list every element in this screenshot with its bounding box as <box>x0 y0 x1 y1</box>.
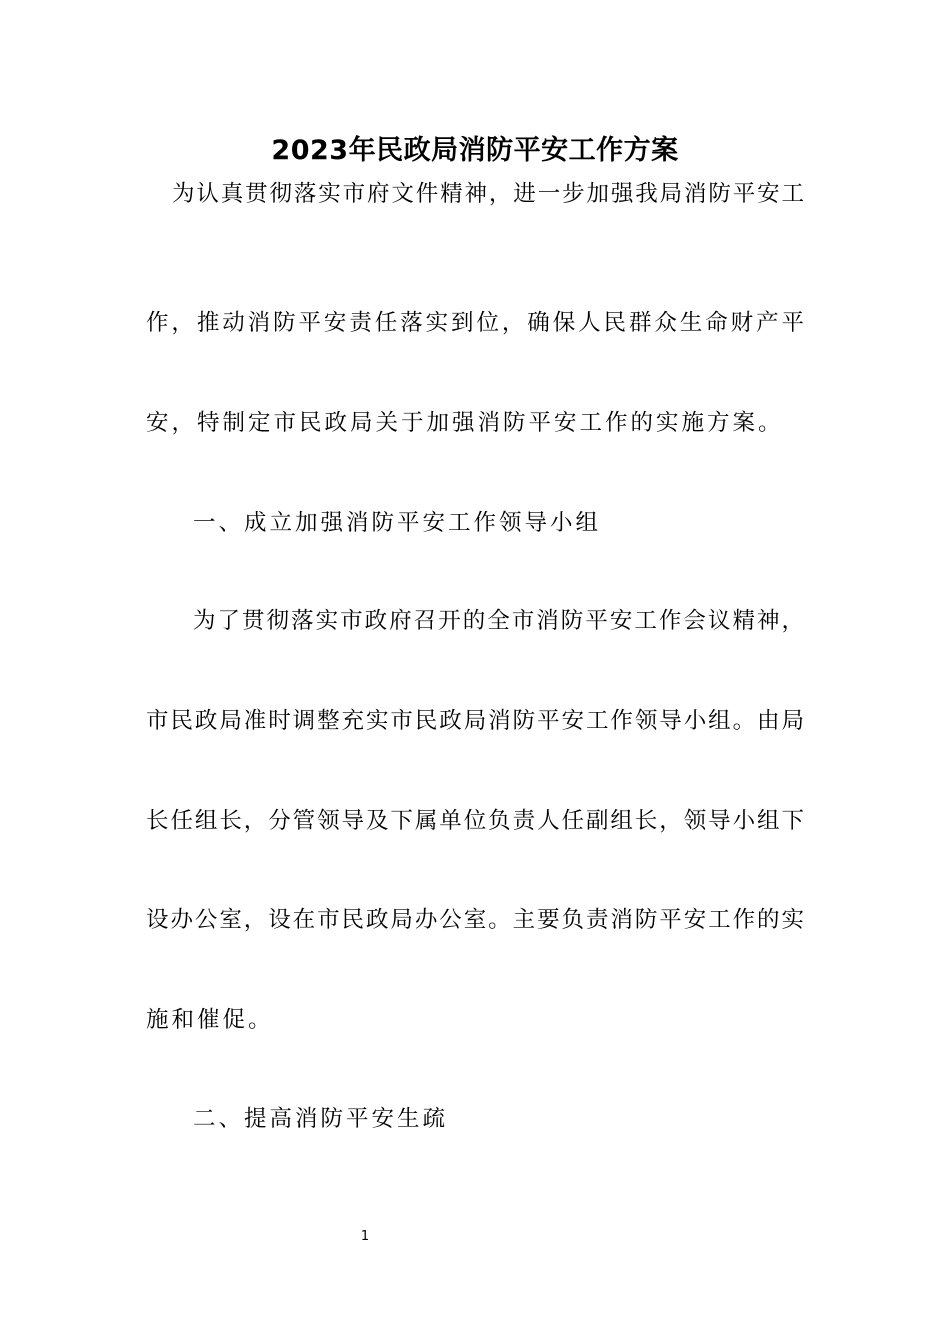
paragraph-line: 作，推动消防平安责任落实到位，确保人民群众生命财产平 <box>146 310 804 336</box>
paragraph-line: 市民政局准时调整充实市民政局消防平安工作领导小组。由局 <box>146 708 804 734</box>
paragraph-line: 长任组长，分管领导及下属单位负责人任副组长，领导小组下 <box>146 808 804 834</box>
paragraph-line: 为认真贯彻落实市府文件精神，进一步加强我局消防平安工 <box>172 181 804 207</box>
paragraph-line: 施和催促。 <box>146 1007 274 1033</box>
paragraph-line: 为了贯彻落实市政府召开的全市消防平安工作会议精神， <box>193 608 804 634</box>
paragraph-line: 安，特制定市民政局关于加强消防平安工作的实施方案。 <box>146 410 784 436</box>
document-title: 2023年民政局消防平安工作方案 <box>271 135 679 166</box>
page-number: 1 <box>360 1229 370 1244</box>
paragraph-line: 设办公室，设在市民政局办公室。主要负责消防平安工作的实 <box>146 907 804 933</box>
section-heading-2: 二、提高消防平安生疏 <box>193 1106 449 1132</box>
section-heading-1: 一、成立加强消防平安工作领导小组 <box>193 510 602 536</box>
